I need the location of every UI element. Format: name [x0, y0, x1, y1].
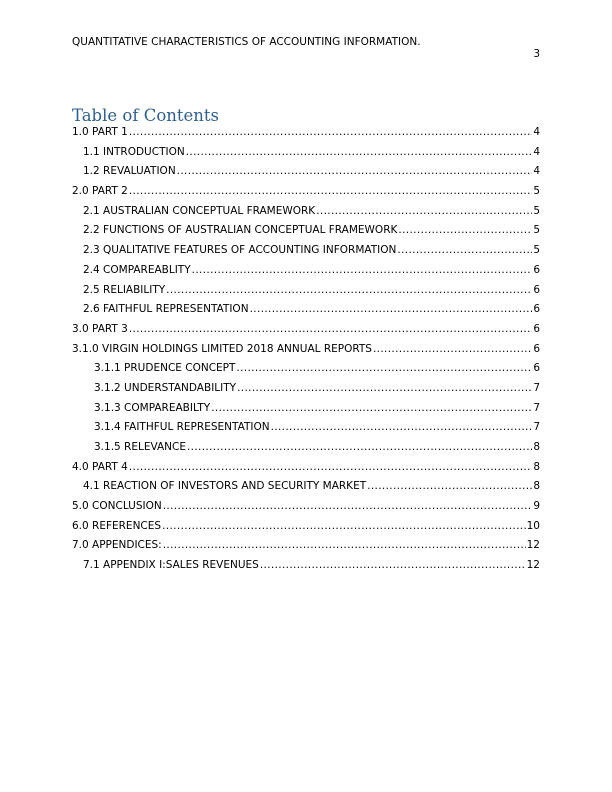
toc-entry[interactable]	[72, 343, 540, 363]
toc-dot-leader	[250, 303, 533, 315]
toc-entry-label: 3.1.3 COMPAREABILTY	[94, 401, 211, 414]
toc-entry-page: 12	[526, 559, 540, 572]
toc-entry-page: 6	[533, 342, 540, 355]
toc-entry-page: 5	[533, 224, 540, 237]
toc-dot-leader	[129, 185, 532, 197]
toc-entry-label: 1.2 REVALUATION	[83, 165, 176, 178]
toc-entry-label: 3.1.1 PRUDENCE CONCEPT	[94, 362, 236, 375]
toc-entry[interactable]	[72, 559, 540, 579]
toc-entry-page: 4	[533, 145, 540, 158]
toc-entry-page: 8	[533, 460, 540, 473]
toc-entry-label: 4.0 PART 4	[72, 460, 128, 473]
toc-entry[interactable]	[72, 126, 540, 146]
toc-entry[interactable]	[72, 480, 540, 500]
toc-entry-page: 4	[533, 165, 540, 178]
toc-dot-leader	[163, 539, 526, 551]
toc-entry[interactable]	[72, 500, 540, 520]
toc-dot-leader	[260, 559, 526, 571]
toc-entry-label: 5.0 CONCLUSION	[72, 500, 162, 513]
toc-entry-page: 9	[533, 500, 540, 513]
toc-entry[interactable]	[72, 362, 540, 382]
toc-entry-label: 3.0 PART 3	[72, 322, 128, 335]
toc-entry-label: 2.2 FUNCTIONS OF AUSTRALIAN CONCEPTUAL FRAMEWORK	[83, 224, 398, 237]
toc-dot-leader	[236, 362, 532, 374]
toc-entry-page: 7	[533, 381, 540, 394]
toc-entry-label: 7.1 APPENDIX I:SALES REVENUES	[83, 559, 259, 572]
toc-dot-leader	[186, 146, 533, 158]
toc-entry-page: 5	[533, 185, 540, 198]
toc-entry-label: 4.1 REACTION OF INVESTORS AND SECURITY MARKET	[83, 480, 367, 493]
toc-dot-leader	[129, 461, 532, 473]
toc-entry-page: 5	[533, 244, 540, 257]
toc-entry-page: 4	[533, 126, 540, 138]
toc-entry[interactable]	[72, 461, 540, 481]
toc-dot-leader	[129, 323, 532, 335]
toc-entry-label: 2.3 QUALITATIVE FEATURES OF ACCOUNTING INFORMATION	[83, 244, 397, 257]
toc-entry[interactable]	[72, 323, 540, 343]
toc-entry[interactable]	[72, 185, 540, 205]
toc-entry[interactable]	[72, 264, 540, 284]
toc-entry[interactable]	[72, 402, 540, 422]
toc-entry[interactable]	[72, 284, 540, 304]
toc-entry[interactable]	[72, 165, 540, 185]
toc-entry-label: 1.0 PART 1	[72, 126, 128, 138]
toc-entry[interactable]	[72, 539, 540, 559]
toc-entry-label: 2.5 RELIABILITY	[83, 283, 166, 296]
toc-entry-page: 6	[533, 283, 540, 296]
toc-dot-leader	[211, 402, 532, 414]
toc-dot-leader	[187, 441, 532, 453]
toc-dot-leader	[163, 500, 533, 512]
toc-dot-leader	[192, 264, 533, 276]
toc-entry-page: 12	[526, 539, 540, 552]
toc-entry[interactable]	[72, 303, 540, 323]
toc-dot-leader	[271, 421, 533, 433]
toc-entry[interactable]	[72, 244, 540, 264]
toc-entry-label: 2.1 AUSTRALIAN CONCEPTUAL FRAMEWORK	[83, 204, 316, 217]
toc-entry-page: 6	[533, 303, 540, 316]
toc-entry-label: 6.0 REFERENCES	[72, 519, 162, 532]
toc-entry-page: 7	[533, 421, 540, 434]
toc-entry-page: 7	[533, 401, 540, 414]
toc-dot-leader	[177, 165, 533, 177]
toc-dot-leader	[316, 205, 532, 217]
toc-entry[interactable]	[72, 441, 540, 461]
toc-dot-leader	[398, 224, 532, 236]
toc-entry-page: 6	[533, 263, 540, 276]
toc-dot-leader	[162, 520, 526, 532]
toc-entry[interactable]	[72, 421, 540, 441]
toc-entry-page: 10	[526, 519, 540, 532]
toc-dot-leader	[397, 244, 532, 256]
toc-entry-label: 2.4 COMPAREABLITY	[83, 263, 191, 276]
toc-entry-label: 3.1.0 VIRGIN HOLDINGS LIMITED 2018 ANNUAL REPORTS	[72, 342, 372, 355]
toc-entry-label: 3.1.2 UNDERSTANDABILITY	[94, 381, 237, 394]
toc-entry-page: 6	[533, 362, 540, 375]
toc-entry[interactable]	[72, 146, 540, 166]
toc-dot-leader	[166, 284, 532, 296]
toc-entry-page: 8	[533, 441, 540, 453]
toc-dot-leader	[373, 343, 532, 355]
toc-entry-page: 6	[533, 322, 540, 335]
toc-entry-label: 2.0 PART 2	[72, 185, 128, 198]
toc-dot-leader	[237, 382, 532, 394]
toc-entry-label: 3.1.4 FAITHFUL REPRESENTATION	[94, 421, 270, 434]
toc-entry[interactable]	[72, 224, 540, 244]
toc-entry-label: 3.1.5 RELEVANCE	[94, 441, 186, 453]
toc-entry[interactable]	[72, 520, 540, 540]
toc-entry-page: 8	[533, 480, 540, 493]
toc-dot-leader	[129, 126, 532, 138]
toc-entry-label: 1.1 INTRODUCTION	[83, 145, 185, 158]
toc-heading: Table of Contents	[72, 106, 220, 125]
toc-entry-label: 7.0 APPENDICES:	[72, 539, 162, 552]
header-title: QUANTITATIVE CHARACTERISTICS OF ACCOUNTING INFORMATION.	[72, 36, 421, 48]
toc-list	[72, 126, 540, 579]
toc-entry[interactable]	[72, 205, 540, 225]
toc-entry-label: 2.6 FAITHFUL REPRESENTATION	[83, 303, 249, 316]
toc-dot-leader	[367, 480, 532, 492]
page-number: 3	[533, 48, 540, 60]
toc-entry-page: 5	[533, 204, 540, 217]
toc-entry[interactable]	[72, 382, 540, 402]
